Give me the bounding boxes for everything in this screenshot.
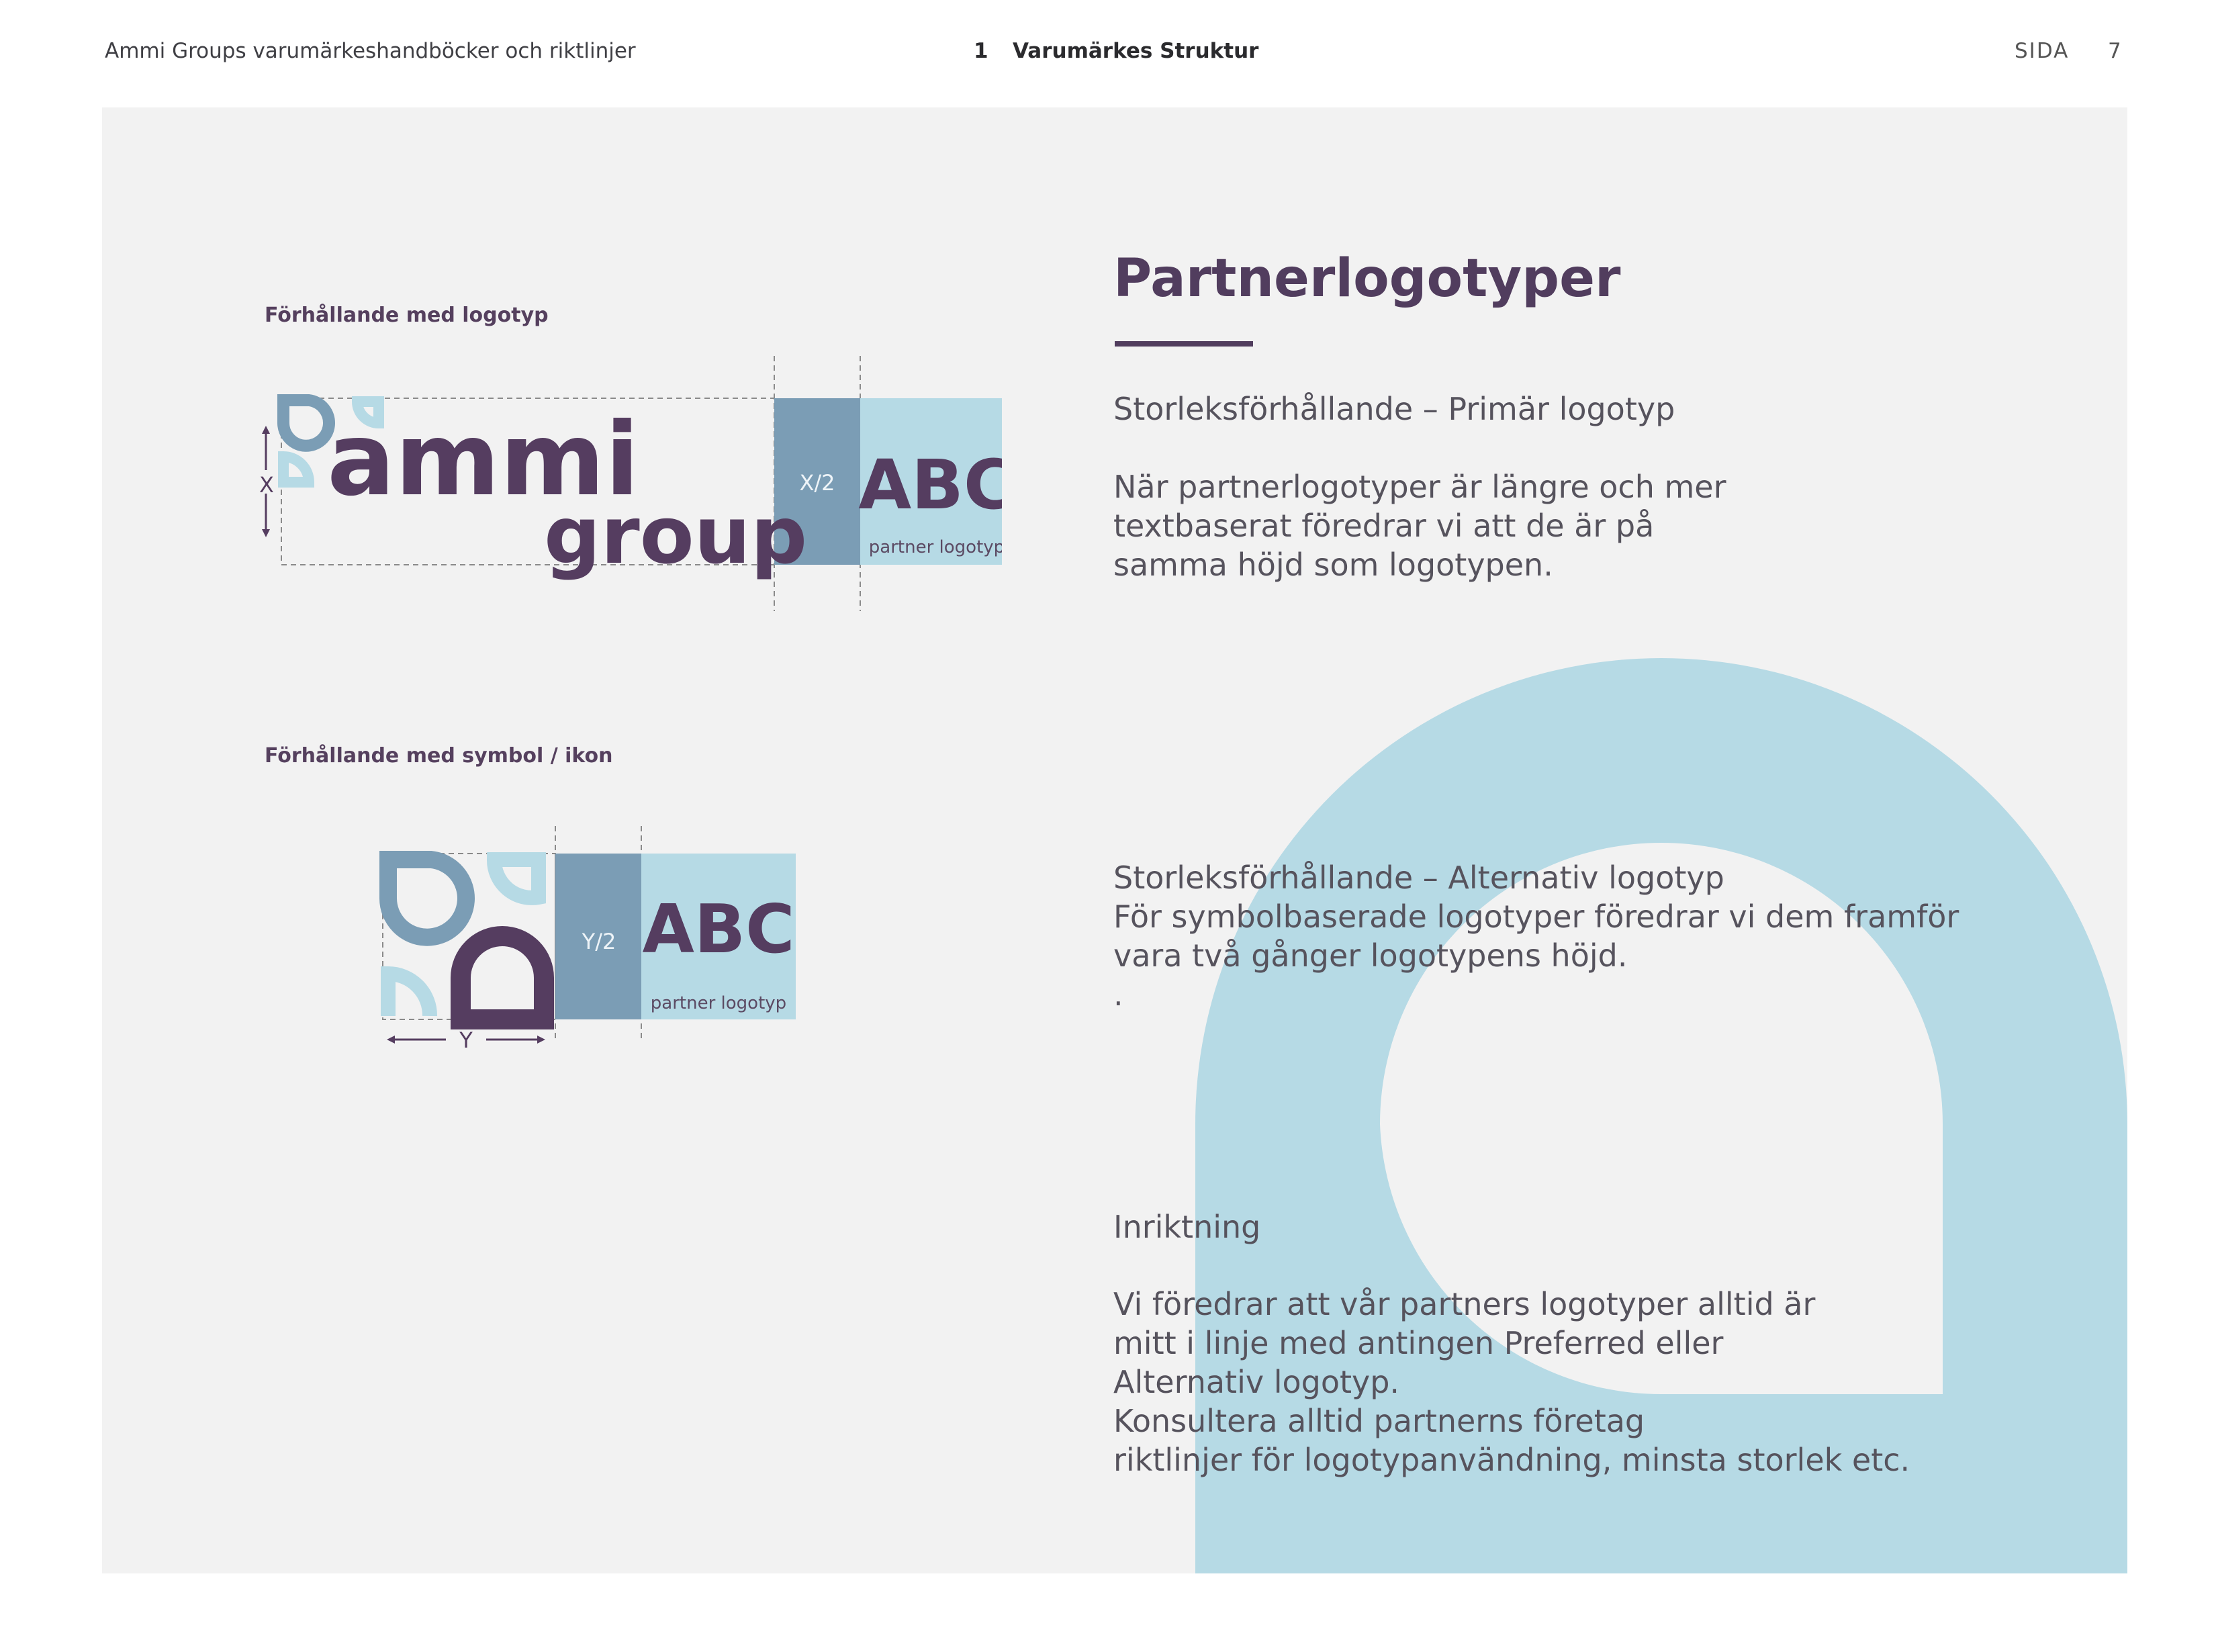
gap-y-label: Y/2 [582, 929, 616, 954]
symbol-relation-label: Förhållande med symbol / ikon [265, 744, 613, 768]
brand-word-ammi: ammi [327, 402, 640, 518]
dimension-y-label: Y [459, 1027, 473, 1053]
heading-underline [1115, 341, 1253, 347]
page-label: SIDA [2015, 39, 2070, 63]
chapter-number: 1 [974, 39, 988, 63]
partner-caption: partner logotyp [650, 993, 787, 1013]
partner-caption: partner logotyp [868, 537, 1002, 557]
partner-abc-text: ABC [642, 890, 795, 968]
gap-x-label: X/2 [799, 470, 835, 496]
alignment-body: Vi föredrar att vår partners logotyper alltid är mitt i linje med antingen Preferred eller Alternativ logotyp. Konsultera alltid partnerns företag riktlinjer för logotypanvändning, minsta storlek etc. [1113, 1286, 1910, 1478]
logo-relation-label: Förhållande med logotyp [265, 304, 549, 327]
partner-abc-text: ABC [858, 445, 1002, 525]
alignment-heading: Inriktning [1113, 1209, 1261, 1245]
chapter-title: Varumärkes Struktur [1013, 39, 1259, 63]
ammi-symbol-large [388, 860, 544, 1019]
symbol-ratio-diagram [236, 826, 841, 1057]
content-panel [102, 107, 2127, 1573]
dimension-x-label: X [259, 472, 274, 498]
brand-word-group: group [544, 489, 808, 582]
alternative-size-body: För symbolbaserade logotyper föredrar vi dem framför vara två gånger logotypens höjd. . [1113, 899, 1959, 1013]
primary-size-heading: Storleksförhållande – Primär logotyp [1113, 391, 1675, 427]
page-heading: Partnerlogotyper [1113, 248, 1621, 309]
document-title: Ammi Groups varumärkeshandböcker och riktlinjer [105, 39, 636, 63]
primary-size-body: När partnerlogotyper är längre och mer textbaserat föredrar vi att de är på samma höjd som logotypen. [1113, 469, 1726, 583]
page-number: 7 [2108, 39, 2121, 63]
logo-ratio-diagram [236, 356, 1002, 654]
alternative-size-heading: Storleksförhållande – Alternativ logotyp [1113, 860, 1724, 896]
